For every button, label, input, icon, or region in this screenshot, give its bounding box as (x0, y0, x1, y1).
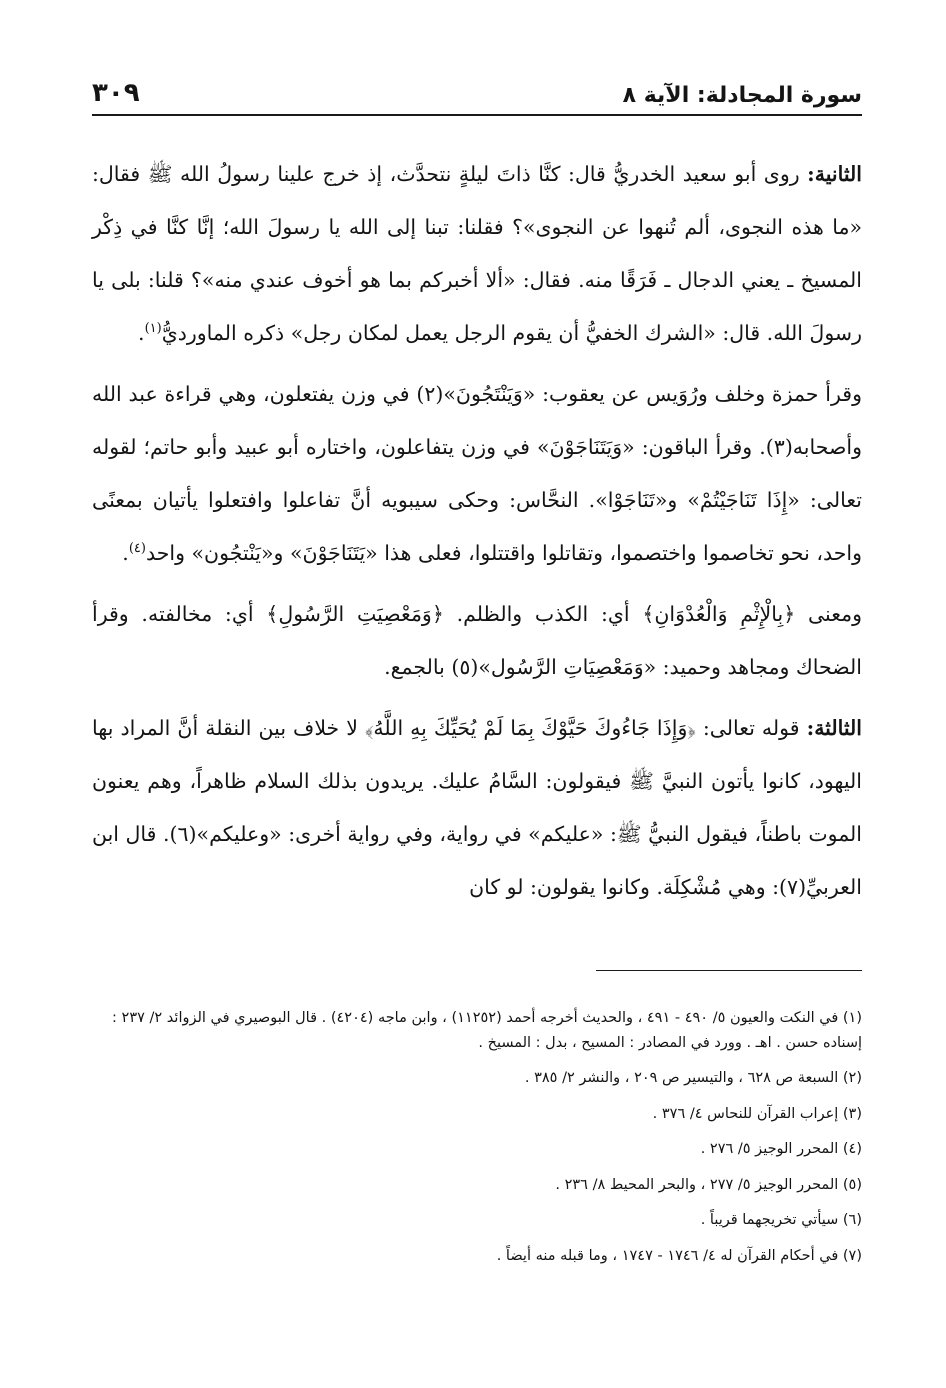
page-number: ٣٠٩ (92, 78, 140, 108)
paragraph-text: وقرأ حمزة وخلف ورُوَيس عن يعقوب: «وَيَنْتَجُونَ»(٢) في وزن يفتعلون، وهي قراءة عبد الله وأصحابه(٣). وقرأ الباقون: «وَيَتَنَاجَوْنَ» في وزن يتفاعلون، واختاره أبو عبيد وأبو حاتم؛ لقوله تعالى: «إِذَا تَنَاجَيْتُمْ» و«تَنَاجَوْا». النحَّاس: وحكى سيبويه أنَّ تفاعلوا وافتعلوا يأتيان بمعنًى واحد، نحو تخاصموا واختصموا، وتقاتلوا واقتتلوا، فعلى هذا «يَتَنَاجَوْنَ» و«يَنْتجُون» واحد (92, 382, 862, 565)
paragraph (92, 702, 862, 914)
paragraph (92, 148, 862, 360)
footnote: (٦) سيأتي تخريجهما قريباً . (700, 1212, 862, 1228)
paragraph-lead: الثانية: (807, 162, 862, 186)
footnote-reference: (١) (144, 321, 162, 337)
paragraph (92, 588, 862, 694)
paragraph (92, 368, 862, 580)
footnote: (٤) المحرر الوجيز ٥/ ٢٧٦ . (700, 1141, 862, 1157)
footnote: (٥) المحرر الوجيز ٥/ ٢٧٧ ، والبحر المحيط ٨/ ٢٣٦ . (555, 1176, 862, 1193)
running-header (92, 64, 862, 116)
paragraph-lead: الثالثة: (806, 716, 862, 740)
footnote: (١) في النكت والعيون ٥/ ٤٩٠ - ٤٩١ ، والحديث أخرجه أحمد (١١٢٥٢) ، وابن ماجه (٤٢٠٤) . قال البوصيري في الزوائد ٢/ ٢٣٧ : إسناده حسن . اهـ . وورد في المصادر : المسيح ، بدل : المسيخ . (112, 1010, 862, 1051)
paragraph-tail: . (122, 541, 129, 565)
footnote-separator (596, 970, 862, 971)
paragraph-tail: . (138, 321, 145, 345)
footnotes (92, 1006, 862, 1279)
footnote-reference: (٤) (128, 541, 146, 557)
surah-title: سورة المجادلة: الآية ٨ (622, 83, 862, 108)
footnote: (٣) إعراب القرآن للنحاس ٤/ ٣٧٦ . (652, 1105, 862, 1122)
paragraph-text: ومعنى ﴿بِالْإِثْمِ وَالْعُدْوَانِ﴾ أي: الكذب والظلم. ﴿وَمَعْصِيَتِ الرَّسُولِ﴾ أي: مخالفته. وقرأ الضحاك ومجاهد وحميد: «وَمَعْصِيَاتِ الرَّسُول»(٥) بالجمع. (92, 602, 862, 679)
paragraph-text: قوله تعالى: ﴿وَإِذَا جَاءُوكَ حَيَّوْكَ بِمَا لَمْ يُحَيِّكَ بِهِ اللَّهُ﴾ لا خلاف بين النقلة أنَّ المراد بها اليهود، كانوا يأتون النبيَّ ﷺ فيقولون: السَّامُ عليك. يريدون بذلك السلام ظاهراً، وهم يعنون الموت باطناً، فيقول النبيُّ ﷺ: «عليكم» في رواية، وفي رواية أخرى: «وعليكم»(٦). قال ابن العربيِّ(٧): وهي مُشْكِلَة. وكانوا يقولون: لو كان (92, 716, 863, 899)
main-text (92, 148, 862, 922)
footnote: (٧) في أحكام القرآن له ٤/ ١٧٤٦ - ١٧٤٧ ، وما قبله منه أيضاً . (496, 1247, 862, 1264)
footnote: (٢) السبعة ص ٦٢٨ ، والتيسير ص ٢٠٩ ، والنشر ٢/ ٣٨٥ . (524, 1070, 862, 1086)
paragraph-text: روى أبو سعيد الخدريُّ قال: كنَّا ذاتَ ليلةٍ نتحدَّث، إذ خرج علينا رسولُ الله ﷺ فقال: «ما هذه النجوى، ألم تُنهوا عن النجوى»؟ فقلنا: تبنا إلى الله يا رسولَ الله؛ إنَّا كنَّا في ذِكْر المسيخ ـ يعني الدجال ـ فَرَقًا منه. فقال: «ألا أخبركم بما هو أخوف عندي منه»؟ قلنا: بلى يا رسولَ الله. قال: «الشرك الخفيُّ أن يقوم الرجل يعمل لمكان رجل» ذكره الماورديُّ (92, 162, 862, 345)
